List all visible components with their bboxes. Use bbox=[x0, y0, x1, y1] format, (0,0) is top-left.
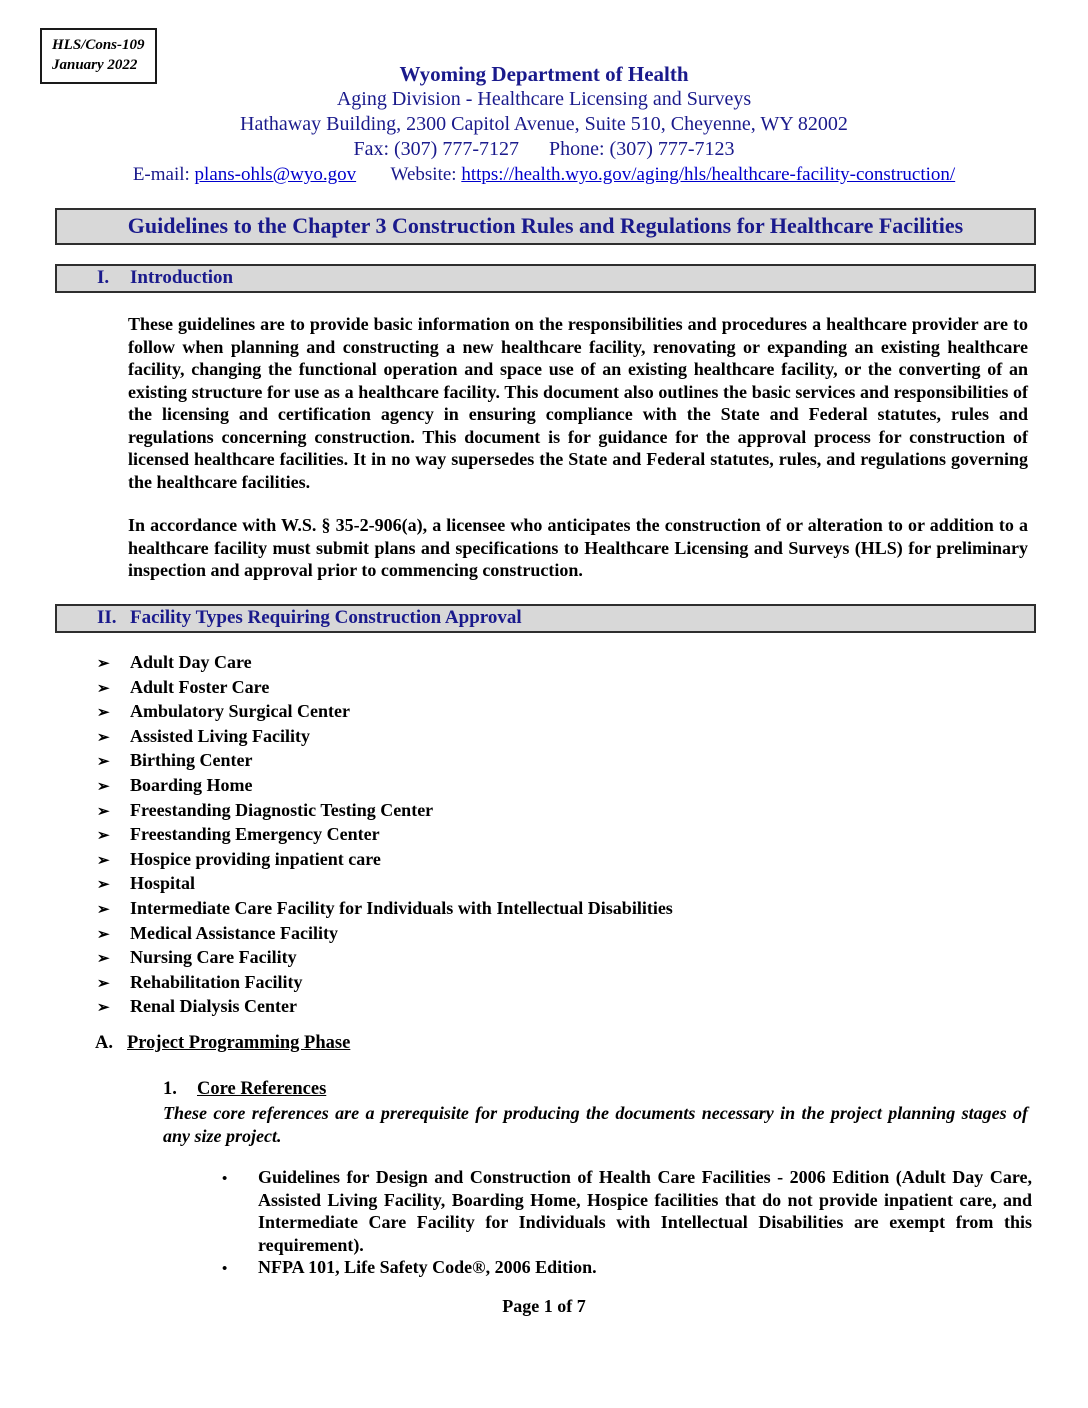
list-item bbox=[97, 946, 673, 971]
list-item bbox=[97, 872, 673, 897]
website-link[interactable]: https://health.wyo.gov/aging/hls/healthcare-facility-construction/ bbox=[461, 164, 956, 185]
facility-name: Adult Foster Care bbox=[130, 676, 270, 697]
list-item bbox=[97, 848, 673, 873]
core-references-label: 1. bbox=[163, 1079, 177, 1099]
letterhead bbox=[0, 62, 1088, 187]
facility-name: Birthing Center bbox=[130, 750, 253, 771]
intro-paragraph-1: These guidelines are to provide basic information on the responsibilities and procedures a healthcare provider are to follow when planning and constructing a new healthcare facility, renovating or expanding an existing healthcare facility, changing the functional operation and space use of an existing healthcare facility, or the converting of an existing structure for use as a healthcare facility. This document also outlines the basic services and responsibilities of the licensing and certification agency in ensuring compliance with the State and Federal statutes, rules and regulations concerning construction. This document is for guidance for the approval process for construction of licensed healthcare facilities. It in no way supersedes the State and Federal statutes, rules, and regulations governing the healthcare facilities. bbox=[128, 314, 1028, 492]
arrow-bullet-icon: ➢ bbox=[97, 828, 110, 845]
arrow-bullet-icon: ➢ bbox=[97, 705, 110, 722]
facility-name: Freestanding Diagnostic Testing Center bbox=[130, 799, 434, 820]
list-item bbox=[97, 995, 673, 1020]
section-heading-introduction bbox=[55, 264, 1036, 293]
phase-a-label: A. bbox=[95, 1033, 113, 1053]
page-number: Page 1 of 7 bbox=[502, 1296, 586, 1316]
facility-name: Rehabilitation Facility bbox=[130, 971, 303, 992]
phase-a-title: Project Programming Phase bbox=[127, 1033, 351, 1053]
section-heading-facility-types bbox=[55, 604, 1036, 633]
arrow-bullet-icon: ➢ bbox=[97, 975, 110, 992]
list-item bbox=[222, 1166, 1032, 1256]
arrow-bullet-icon: ➢ bbox=[97, 803, 110, 820]
list-item bbox=[97, 749, 673, 774]
arrow-bullet-icon: ➢ bbox=[97, 926, 110, 943]
arrow-bullet-icon: ➢ bbox=[97, 754, 110, 771]
facility-name: Boarding Home bbox=[130, 774, 253, 795]
arrow-bullet-icon: ➢ bbox=[97, 1000, 110, 1017]
facility-name: Assisted Living Facility bbox=[130, 725, 311, 746]
facility-name: Freestanding Emergency Center bbox=[130, 824, 380, 845]
division-line: Aging Division - Healthcare Licensing and Surveys bbox=[336, 88, 752, 110]
doc-ref-code: HLS/Cons-109 bbox=[52, 37, 145, 53]
core-references-title: Core References bbox=[197, 1079, 327, 1099]
doc-ref-date: January 2022 bbox=[52, 57, 138, 74]
facility-name: Hospice providing inpatient care bbox=[130, 848, 381, 869]
arrow-bullet-icon: ➢ bbox=[97, 901, 110, 918]
core-reference-list bbox=[222, 1166, 1032, 1281]
arrow-bullet-icon: ➢ bbox=[97, 951, 110, 968]
arrow-bullet-icon: ➢ bbox=[97, 852, 110, 869]
list-item bbox=[97, 725, 673, 750]
arrow-bullet-icon: ➢ bbox=[97, 877, 110, 894]
list-item bbox=[97, 676, 673, 701]
list-item bbox=[97, 922, 673, 947]
arrow-bullet-icon: ➢ bbox=[97, 778, 110, 795]
list-item bbox=[97, 700, 673, 725]
list-item bbox=[97, 823, 673, 848]
section-label: Introduction bbox=[130, 267, 234, 288]
agency-name: Wyoming Department of Health bbox=[399, 62, 689, 86]
list-item bbox=[222, 1256, 1032, 1281]
facility-name: Ambulatory Surgical Center bbox=[130, 701, 350, 722]
reference-text: Guidelines for Design and Construction of Health Care Facilities - 2006 Edition (Adult Day Care, Assisted Living Facility, Boarding Home, Hospice facilities that do not provide inpatient care, and Intermediate Care Facility for Individuals with Intellectual Disabilities are exempt from this requirement). bbox=[258, 1167, 1032, 1255]
facility-type-list bbox=[97, 651, 673, 1020]
reference-text: NFPA 101, Life Safety Code®, 2006 Edition. bbox=[258, 1257, 597, 1278]
section-number: II. bbox=[97, 607, 117, 628]
section-label: Facility Types Requiring Construction Approval bbox=[130, 607, 522, 628]
core-references-intro: These core references are a prerequisite for producing the documents necessary in the project planning stages of any size project. bbox=[163, 1103, 1028, 1146]
phase-a-heading bbox=[95, 1033, 350, 1054]
list-item bbox=[97, 799, 673, 824]
arrow-bullet-icon: ➢ bbox=[97, 656, 110, 672]
list-item bbox=[97, 897, 673, 922]
website-label: Website: bbox=[390, 164, 457, 185]
arrow-bullet-icon: ➢ bbox=[97, 680, 110, 697]
facility-name: Nursing Care Facility bbox=[130, 947, 297, 968]
section-number: I. bbox=[97, 267, 110, 288]
list-item bbox=[97, 971, 673, 996]
dot-bullet-icon: • bbox=[222, 1261, 228, 1278]
core-references-heading bbox=[163, 1079, 326, 1100]
phone-number: Phone: (307) 777-7123 bbox=[549, 138, 735, 160]
facility-name: Hospital bbox=[130, 873, 196, 894]
document-title-bar bbox=[55, 208, 1036, 245]
intro-paragraph-2: In accordance with W.S. § 35-2-906(a), a licensee who anticipates the construction of or alteration to or addition to a healthcare facility must submit plans and specifications to Healthcare Licensing and Surveys (HLS) for preliminary inspection and approval prior to commencing construction. bbox=[128, 515, 1028, 580]
email-label: E-mail: bbox=[132, 164, 190, 185]
facility-name: Adult Day Care bbox=[130, 652, 252, 672]
list-item bbox=[97, 651, 673, 676]
fax-number: Fax: (307) 777-7127 bbox=[353, 138, 519, 160]
contact-line bbox=[0, 162, 1088, 187]
address-line: Hathaway Building, 2300 Capitol Avenue, Suite 510, Cheyenne, WY 82002 bbox=[240, 113, 848, 135]
email-link[interactable]: plans-ohls@wyo.gov bbox=[194, 164, 357, 185]
facility-name: Medical Assistance Facility bbox=[130, 922, 338, 943]
facility-name: Intermediate Care Facility for Individuals with Intellectual Disabilities bbox=[130, 897, 673, 918]
dot-bullet-icon: • bbox=[222, 1171, 228, 1187]
fax-phone-line bbox=[0, 137, 1088, 162]
arrow-bullet-icon: ➢ bbox=[97, 729, 110, 746]
list-item bbox=[97, 774, 673, 799]
facility-name: Renal Dialysis Center bbox=[130, 996, 297, 1017]
document-title: Guidelines to the Chapter 3 Construction Rules and Regulations for Healthcare Facilities bbox=[127, 213, 964, 238]
